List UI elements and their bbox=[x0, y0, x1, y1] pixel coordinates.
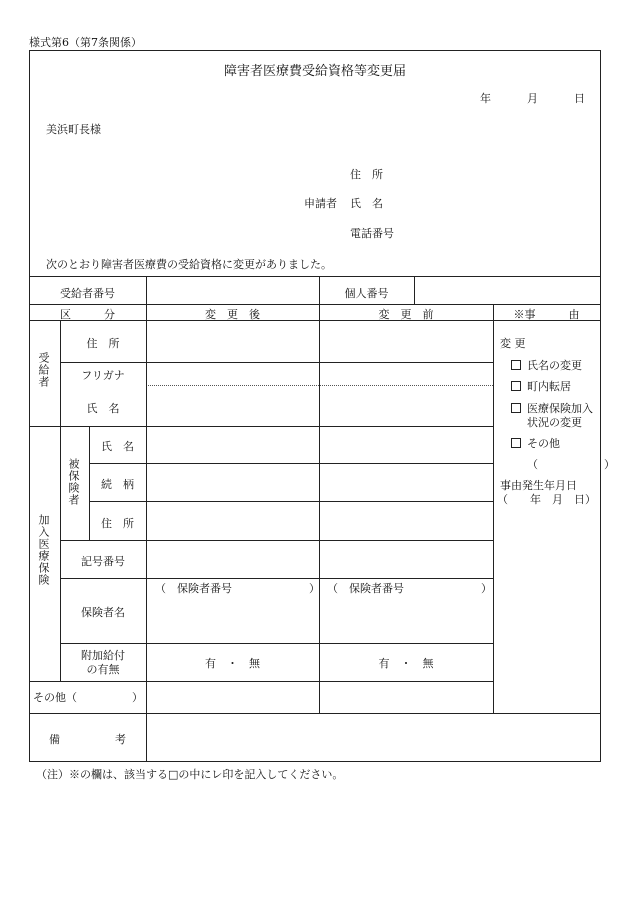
insured-person-label: 被保険者 bbox=[67, 458, 80, 506]
date-day-label: 日 bbox=[574, 92, 585, 105]
additional-benefit-label-2: の有無 bbox=[86, 663, 120, 676]
insured-name-label: 氏 名 bbox=[101, 440, 134, 453]
reason-item-insurance[interactable]: 医療保険加入 bbox=[511, 400, 593, 416]
reason-item-insurance-line2: 状況の変更 bbox=[527, 416, 582, 429]
column-category: 区 分 bbox=[60, 308, 115, 321]
recipient-name-label: 氏 名 bbox=[86, 402, 120, 415]
addressee: 美浜町長様 bbox=[46, 123, 101, 136]
individual-number-field[interactable] bbox=[415, 279, 599, 302]
checkbox-icon[interactable] bbox=[511, 360, 521, 370]
checkbox-icon[interactable] bbox=[511, 403, 521, 413]
recipient-address-label: 住 所 bbox=[86, 337, 120, 350]
applicant-address-label: 住 所 bbox=[350, 168, 383, 181]
intro-text: 次のとおり障害者医療費の受給資格に変更がありました。 bbox=[46, 258, 332, 271]
reason-item-move[interactable]: 町内転居 bbox=[511, 378, 571, 394]
reason-heading: 変 更 bbox=[500, 337, 526, 350]
footnote: （注）※の欄は、該当する□の中にレ印を記入してください。 bbox=[36, 768, 344, 781]
benefit-yes-no-before[interactable]: 有 ・ 無 bbox=[378, 657, 434, 670]
symbol-number-label: 記号番号 bbox=[81, 555, 125, 568]
insurer-number-after: （ 保険者番号 ） bbox=[155, 582, 320, 595]
applicant-name-label: 氏 名 bbox=[350, 197, 383, 210]
form-label: 様式第6（第7条関係） bbox=[29, 36, 142, 49]
remarks-field[interactable] bbox=[147, 715, 599, 760]
date-month-label: 月 bbox=[527, 92, 538, 105]
reason-item-other[interactable]: その他 bbox=[511, 435, 560, 451]
additional-benefit-label-1: 附加給付 bbox=[81, 649, 125, 662]
insurance-section-label: 加入医療保険 bbox=[37, 514, 50, 586]
occurrence-date-label: 事由発生年月日 bbox=[500, 479, 577, 492]
individual-number-label: 個人番号 bbox=[344, 287, 389, 300]
reason-other-paren: （ ） bbox=[527, 458, 615, 471]
form-title: 障害者医療費受給資格等変更届 bbox=[223, 64, 406, 79]
benefit-yes-no-after[interactable]: 有 ・ 無 bbox=[205, 657, 260, 670]
applicant-phone-label: 電話番号 bbox=[350, 227, 394, 240]
recipient-number-label: 受給者番号 bbox=[60, 287, 115, 300]
reason-item-name-change[interactable]: 氏名の変更 bbox=[511, 357, 582, 373]
insured-relation-label: 続 柄 bbox=[101, 478, 134, 491]
checkbox-icon[interactable] bbox=[511, 381, 521, 391]
recipient-section-label: 受給者 bbox=[37, 352, 50, 388]
column-reason: ※事 由 bbox=[513, 308, 580, 321]
insurer-number-before: （ 保険者番号 ） bbox=[327, 582, 492, 595]
occurrence-date-fields: （ 年 月 日） bbox=[497, 493, 596, 506]
other-label: その他（ ） bbox=[33, 691, 143, 704]
remarks-label: 備 考 bbox=[49, 733, 126, 746]
insurer-name-label: 保険者名 bbox=[81, 606, 125, 619]
checkbox-icon[interactable] bbox=[511, 438, 521, 448]
column-after: 変 更 後 bbox=[205, 308, 260, 321]
applicant-label: 申請者 bbox=[304, 197, 337, 210]
recipient-furigana-label: フリガナ bbox=[81, 369, 125, 382]
recipient-number-field[interactable] bbox=[146, 279, 318, 302]
column-before: 変 更 前 bbox=[378, 308, 434, 321]
insured-address-label: 住 所 bbox=[101, 517, 134, 530]
date-year-label: 年 bbox=[480, 92, 491, 105]
